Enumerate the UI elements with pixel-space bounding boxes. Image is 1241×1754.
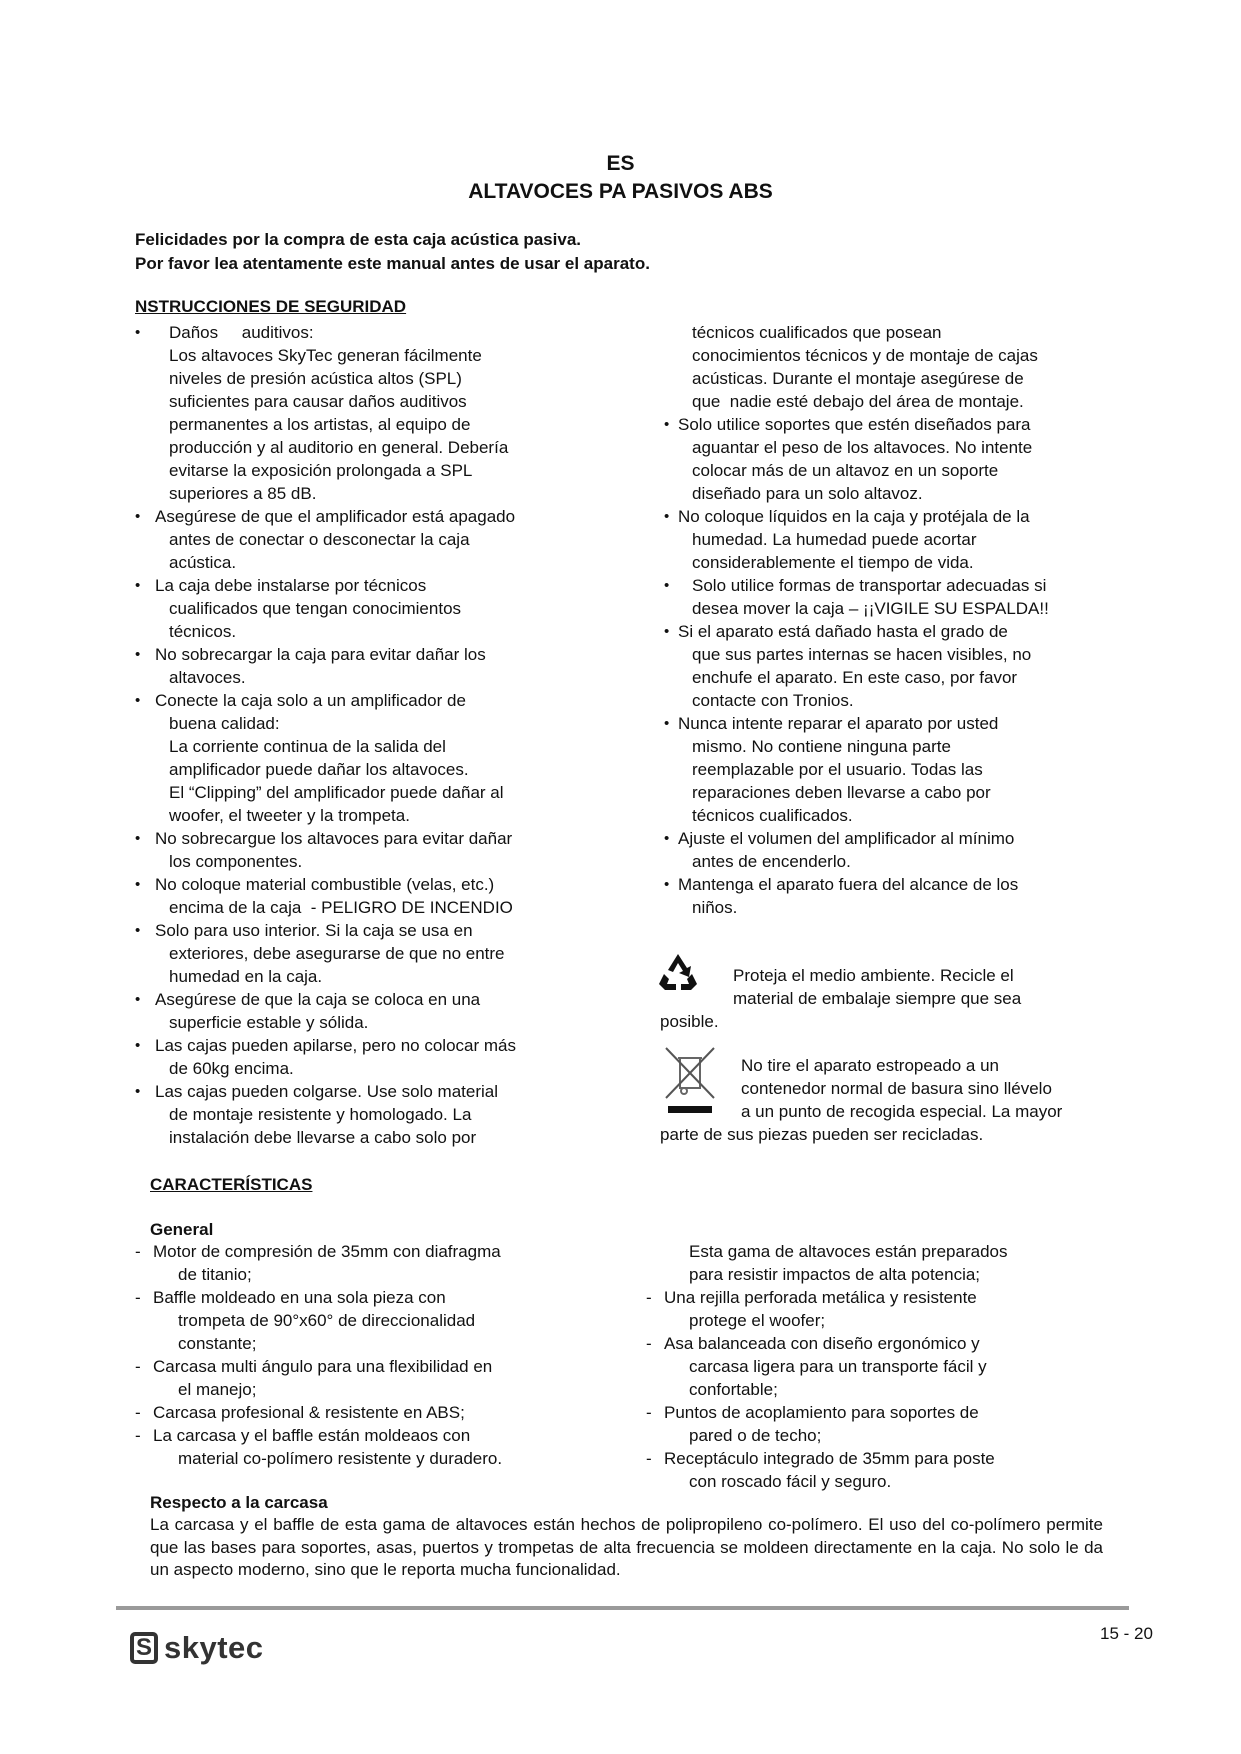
list-line: permanentes a los artistas, al equipo de (169, 415, 471, 434)
list-line: La caja debe instalarse por técnicos (155, 576, 427, 595)
list-line: La carcasa y el baffle están moldeaos con (153, 1426, 471, 1445)
list-line: superficie estable y sólida. (169, 1013, 369, 1032)
housing-paragraph: La carcasa y el baffle de esta gama de altavoces están hechos de polipropileno co-polímero. El uso del co-polímero permite que las bases para soportes, asas, puertos y trompetas de alta frecuencia se moldeen directamente en la caja. No solo le da un aspecto moderno, sino que le reporta mucha funcionalidad. (150, 1515, 1103, 1579)
page-number: 15 - 20 (1100, 1624, 1153, 1643)
list-line: Puntos de acoplamiento para soportes de (664, 1403, 979, 1422)
list-line: Solo utilice soportes que estén diseñados para (678, 415, 1031, 434)
list-line: instalación debe llevarse a cabo solo por (169, 1128, 477, 1147)
bullet-icon: • (135, 1037, 141, 1054)
disposal-text: contenedor normal de basura sino llévelo (741, 1079, 1052, 1098)
bullet-icon: • (135, 508, 141, 525)
list-line: Ajuste el volumen del amplificador al mínimo (678, 829, 1015, 848)
bullet-icon: • (664, 416, 670, 433)
list-line: Las cajas pueden apilarse, pero no colocar más (155, 1036, 516, 1055)
list-line: pared o de techo; (689, 1426, 822, 1445)
recycle-text: posible. (660, 1012, 719, 1031)
list-line: altavoces. (169, 668, 246, 687)
list-line: de 60kg encima. (169, 1059, 294, 1078)
dash-marker: - (646, 1403, 652, 1422)
list-line: trompeta de 90°x60° de direccionalidad (178, 1311, 476, 1330)
list-line: No sobrecargue los altavoces para evitar dañar (155, 829, 513, 848)
list-line: Si el aparato está dañado hasta el grado de (678, 622, 1008, 641)
footer-divider (116, 1606, 1129, 1610)
housing-subheading: Respecto a la carcasa (150, 1493, 328, 1512)
dash-marker: - (135, 1403, 141, 1422)
list-line: confortable; (689, 1380, 778, 1399)
bullet-icon: • (135, 577, 141, 594)
dash-marker: - (646, 1288, 652, 1307)
logo-s-icon: S (130, 1632, 158, 1664)
list-line: No sobrecargar la caja para evitar dañar los (155, 645, 486, 664)
list-line: con roscado fácil y seguro. (689, 1472, 892, 1491)
bullet-icon: • (664, 876, 670, 893)
list-line: suficientes para causar daños auditivos (169, 392, 467, 411)
list-line: carcasa ligera para un transporte fácil y (689, 1357, 987, 1376)
bullet-icon: • (664, 508, 670, 525)
list-line: Carcasa multi ángulo para una flexibilidad en (153, 1357, 493, 1376)
weee-bin-icon (662, 1044, 718, 1116)
language-code: ES (606, 152, 635, 175)
list-line: Asegúrese de que el amplificador está apagado (155, 507, 516, 526)
bullet-icon: • (664, 830, 670, 847)
list-line: Receptáculo integrado de 35mm para poste (664, 1449, 995, 1468)
bullet-icon: • (664, 623, 670, 640)
list-line: de montaje resistente y homologado. La (169, 1105, 472, 1124)
list-line: desea mover la caja – ¡¡VIGILE SU ESPALDA!! (692, 599, 1049, 618)
bullet-icon: • (135, 830, 141, 847)
page-title: ALTAVOCES PA PASIVOS ABS (468, 180, 773, 203)
safety-heading: NSTRUCCIONES DE SEGURIDAD (135, 297, 407, 316)
list-line: No coloque material combustible (velas, etc.) (155, 875, 495, 894)
list-line: No coloque líquidos en la caja y protéjala de la (678, 507, 1030, 526)
list-line: técnicos cualificados. (692, 806, 853, 825)
list-line: niveles de presión acústica altos (SPL) (169, 369, 462, 388)
list-line: Esta gama de altavoces están preparados (689, 1242, 1008, 1261)
list-line: reemplazable por el usuario. Todas las (692, 760, 983, 779)
bullet-icon: • (135, 324, 141, 341)
list-line: acústicas. Durante el montaje asegúrese de (692, 369, 1024, 388)
list-line: Las cajas pueden colgarse. Use solo material (155, 1082, 499, 1101)
list-line: el manejo; (178, 1380, 257, 1399)
list-line: cualificados que tengan conocimientos (169, 599, 462, 618)
features-heading: CARACTERÍSTICAS (150, 1175, 313, 1194)
bullet-icon: • (135, 1083, 141, 1100)
list-line: mismo. No contiene ninguna parte (692, 737, 951, 756)
list-line: técnicos cualificados que posean (692, 323, 942, 342)
general-subheading: General (150, 1220, 214, 1239)
bullet-icon: • (664, 577, 670, 594)
list-line: buena calidad: (169, 714, 280, 733)
list-line: colocar más de un altavoz en un soporte (692, 461, 999, 480)
list-line: diseñado para un solo altavoz. (692, 484, 923, 503)
disposal-text: a un punto de recogida especial. La mayor (741, 1102, 1063, 1121)
bullet-icon: • (135, 876, 141, 893)
recycle-icon (656, 950, 700, 994)
list-line: enchufe el aparato. En este caso, por favor (692, 668, 1018, 687)
list-line: Nunca intente reparar el aparato por usted (678, 714, 999, 733)
dash-marker: - (646, 1334, 652, 1353)
list-line: superiores a 85 dB. (169, 484, 317, 503)
list-line: evitarse la exposición prolongada a SPL (169, 461, 473, 480)
list-line: contacte con Tronios. (692, 691, 854, 710)
intro-line: Por favor lea atentamente este manual antes de usar el aparato. (135, 254, 650, 273)
list-line: Carcasa profesional & resistente en ABS; (153, 1403, 465, 1422)
list-line: que sus partes internas se hacen visibles, no (692, 645, 1032, 664)
disposal-text: No tire el aparato estropeado a un (741, 1056, 1000, 1075)
list-line: humedad. La humedad puede acortar (692, 530, 977, 549)
intro-line: Felicidades por la compra de esta caja acústica pasiva. (135, 230, 581, 249)
list-line: los componentes. (169, 852, 303, 871)
list-line: Asa balanceada con diseño ergonómico y (664, 1334, 980, 1353)
dash-marker: - (135, 1426, 141, 1445)
list-line: protege el woofer; (689, 1311, 826, 1330)
list-line: conocimientos técnicos y de montaje de cajas (692, 346, 1038, 365)
skytec-logo (130, 1630, 264, 1666)
list-line: Baffle moldeado en una sola pieza con (153, 1288, 446, 1307)
bullet-icon: • (135, 646, 141, 663)
list-line: Asegúrese de que la caja se coloca en una (155, 990, 481, 1009)
list-line: antes de conectar o desconectar la caja (169, 530, 470, 549)
list-line: Una rejilla perforada metálica y resistente (664, 1288, 977, 1307)
list-line: constante; (178, 1334, 257, 1353)
list-line: Daños auditivos: (169, 323, 314, 342)
bullet-icon: • (135, 991, 141, 1008)
bullet-icon: • (135, 922, 141, 939)
list-line: producción y al auditorio en general. Debería (169, 438, 509, 457)
list-line: encima de la caja - PELIGRO DE INCENDIO (169, 898, 513, 917)
disposal-text: parte de sus piezas pueden ser recicladas. (660, 1125, 984, 1144)
dash-marker: - (135, 1242, 141, 1261)
list-line: antes de encenderlo. (692, 852, 851, 871)
list-line: niños. (692, 898, 738, 917)
dash-marker: - (646, 1449, 652, 1468)
list-line: que nadie esté debajo del área de montaje. (692, 392, 1024, 411)
recycle-text: Proteja el medio ambiente. Recicle el (733, 966, 1014, 985)
list-line: Solo utilice formas de transportar adecuadas si (692, 576, 1047, 595)
list-line: reparaciones deben llevarse a cabo por (692, 783, 991, 802)
list-line: amplificador puede dañar los altavoces. (169, 760, 469, 779)
list-line: Motor de compresión de 35mm con diafragma (153, 1242, 501, 1261)
list-line: aguantar el peso de los altavoces. No intente (692, 438, 1033, 457)
list-line: de titanio; (178, 1265, 252, 1284)
list-line: técnicos. (169, 622, 237, 641)
list-line: Solo para uso interior. Si la caja se usa en (155, 921, 473, 940)
bullet-icon: • (135, 692, 141, 709)
dash-marker: - (135, 1288, 141, 1307)
logo-wordmark: skytec (164, 1630, 264, 1665)
list-line: para resistir impactos de alta potencia; (689, 1265, 981, 1284)
list-line: material co-polímero resistente y duradero. (178, 1449, 503, 1468)
bullet-icon: • (664, 715, 670, 732)
list-line: acústica. (169, 553, 237, 572)
list-line: humedad en la caja. (169, 967, 323, 986)
list-line: El “Clipping” del amplificador puede dañar al (169, 783, 504, 802)
list-line: considerablemente el tiempo de vida. (692, 553, 974, 572)
list-line: exteriores, debe asegurarse de que no entre (169, 944, 505, 963)
dash-marker: - (135, 1357, 141, 1376)
list-line: Los altavoces SkyTec generan fácilmente (169, 346, 482, 365)
list-line: woofer, el tweeter y la trompeta. (169, 806, 410, 825)
recycle-text: material de embalaje siempre que sea (733, 989, 1022, 1008)
list-line: Conecte la caja solo a un amplificador de (155, 691, 466, 710)
list-line: La corriente continua de la salida del (169, 737, 446, 756)
list-line: Mantenga el aparato fuera del alcance de los (678, 875, 1019, 894)
